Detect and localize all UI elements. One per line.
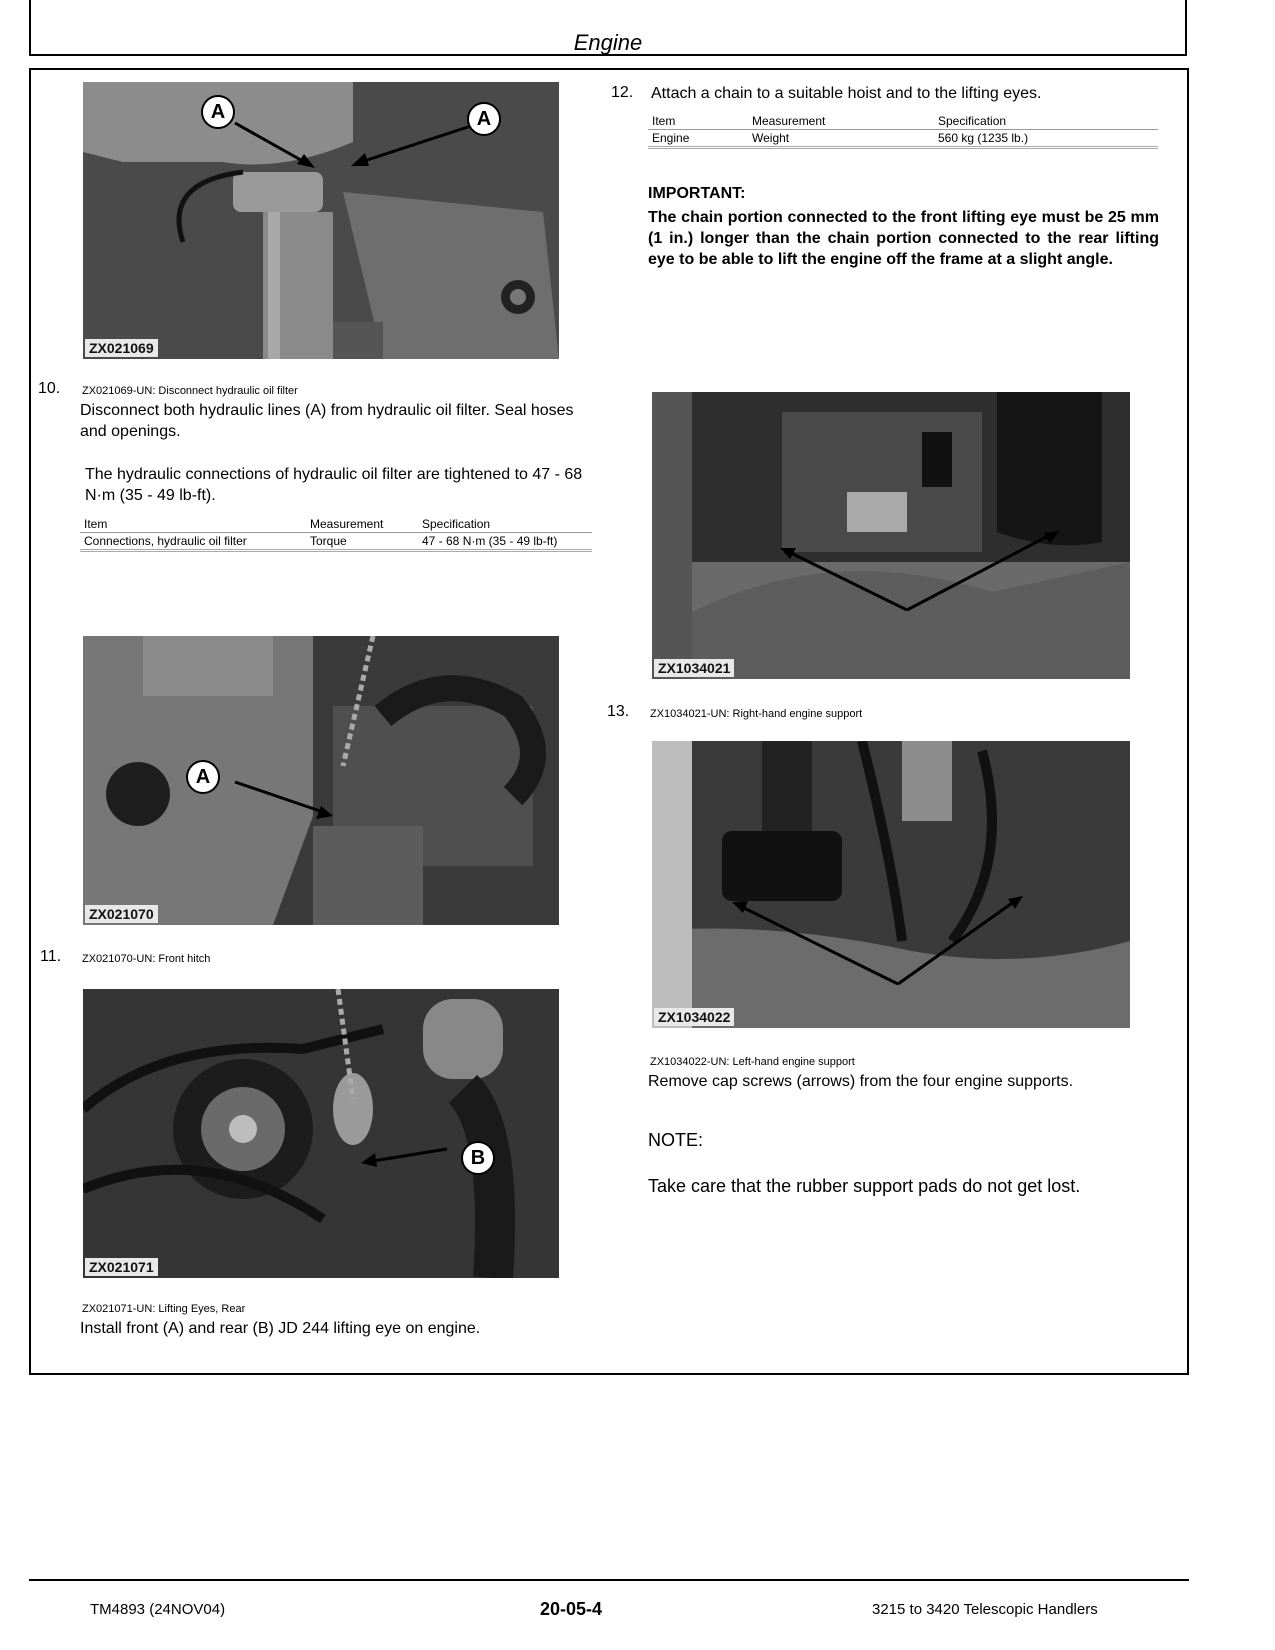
manual-title: 3215 to 3420 Telescopic Handlers	[872, 1601, 1098, 1618]
step-number: 10.	[38, 380, 61, 397]
photo-id: ZX021069	[85, 339, 158, 357]
photo-right-hand-engine-support	[652, 392, 1130, 679]
photo-left-hand-engine-support	[652, 741, 1130, 1028]
photo-lifting-eyes-rear	[83, 989, 559, 1278]
photo-front-hitch	[83, 636, 559, 925]
table-header: Measurement	[748, 113, 934, 130]
callout-a-2: A	[467, 102, 501, 136]
figure-caption: ZX021071-UN: Lifting Eyes, Rear	[82, 1303, 246, 1315]
table-cell: Weight	[748, 130, 934, 148]
photo-id: ZX021071	[85, 1258, 158, 1276]
important-label: IMPORTANT:	[648, 185, 746, 202]
table-cell: 47 - 68 N·m (35 - 49 lb-ft)	[418, 533, 592, 551]
note-text: Take care that the rubber support pads do not get lost.	[648, 1176, 1081, 1196]
step-text: Disconnect both hydraulic lines (A) from hydraulic oil filter. Seal hoses and openings.	[80, 402, 574, 440]
figure-caption: ZX021070-UN: Front hitch	[82, 953, 211, 965]
table-cell: Torque	[306, 533, 418, 551]
table-header: Specification	[934, 113, 1158, 130]
table-header: Measurement	[306, 516, 418, 533]
photo-id: ZX021070	[85, 905, 158, 923]
callout-b: B	[461, 1141, 495, 1175]
photo-id: ZX1034022	[654, 1008, 734, 1026]
manual-reference: TM4893 (24NOV04)	[90, 1601, 226, 1618]
step-text: Install front (A) and rear (B) JD 244 lifting eye on engine.	[80, 1320, 481, 1337]
table-header: Item	[648, 113, 748, 130]
photo-hydraulic-oil-filter	[83, 82, 559, 359]
photo-id: ZX1034021	[654, 659, 734, 677]
table-header: Specification	[418, 516, 592, 533]
important-text: The chain portion connected to the front lifting eye must be 25 mm (1 in.) longer than the chain portion connected to the rear lifting eye to be able to lift the engine off the frame at a slight angle.	[648, 209, 1159, 268]
callout-a: A	[186, 760, 220, 794]
note-label: NOTE:	[648, 1130, 704, 1150]
step-number: 12.	[611, 84, 634, 101]
table-cell: Connections, hydraulic oil filter	[80, 533, 306, 551]
callout-a-1: A	[201, 95, 235, 129]
table-cell: Engine	[648, 130, 748, 148]
footer-rule	[29, 1579, 1189, 1581]
spec-table	[80, 516, 592, 552]
page-number: 20-05-4	[540, 1599, 603, 1619]
step-number: 11.	[40, 948, 62, 965]
table-header: Item	[80, 516, 306, 533]
figure-caption: ZX021069-UN: Disconnect hydraulic oil filter	[82, 385, 298, 397]
section-title: Engine	[573, 30, 643, 55]
table-cell: 560 kg (1235 lb.)	[934, 130, 1158, 148]
figure-caption: ZX1034021-UN: Right-hand engine support	[650, 708, 863, 720]
step-text: Attach a chain to a suitable hoist and to the lifting eyes.	[651, 85, 1042, 102]
figure-caption: ZX1034022-UN: Left-hand engine support	[650, 1056, 855, 1068]
step-number: 13.	[607, 703, 630, 720]
spec-table	[648, 113, 1158, 149]
step-text: Remove cap screws (arrows) from the four engine supports.	[648, 1073, 1074, 1090]
step-note: The hydraulic connections of hydraulic oil filter are tightened to 47 - 68 N·m (35 - 49 lb-ft).	[85, 466, 583, 504]
